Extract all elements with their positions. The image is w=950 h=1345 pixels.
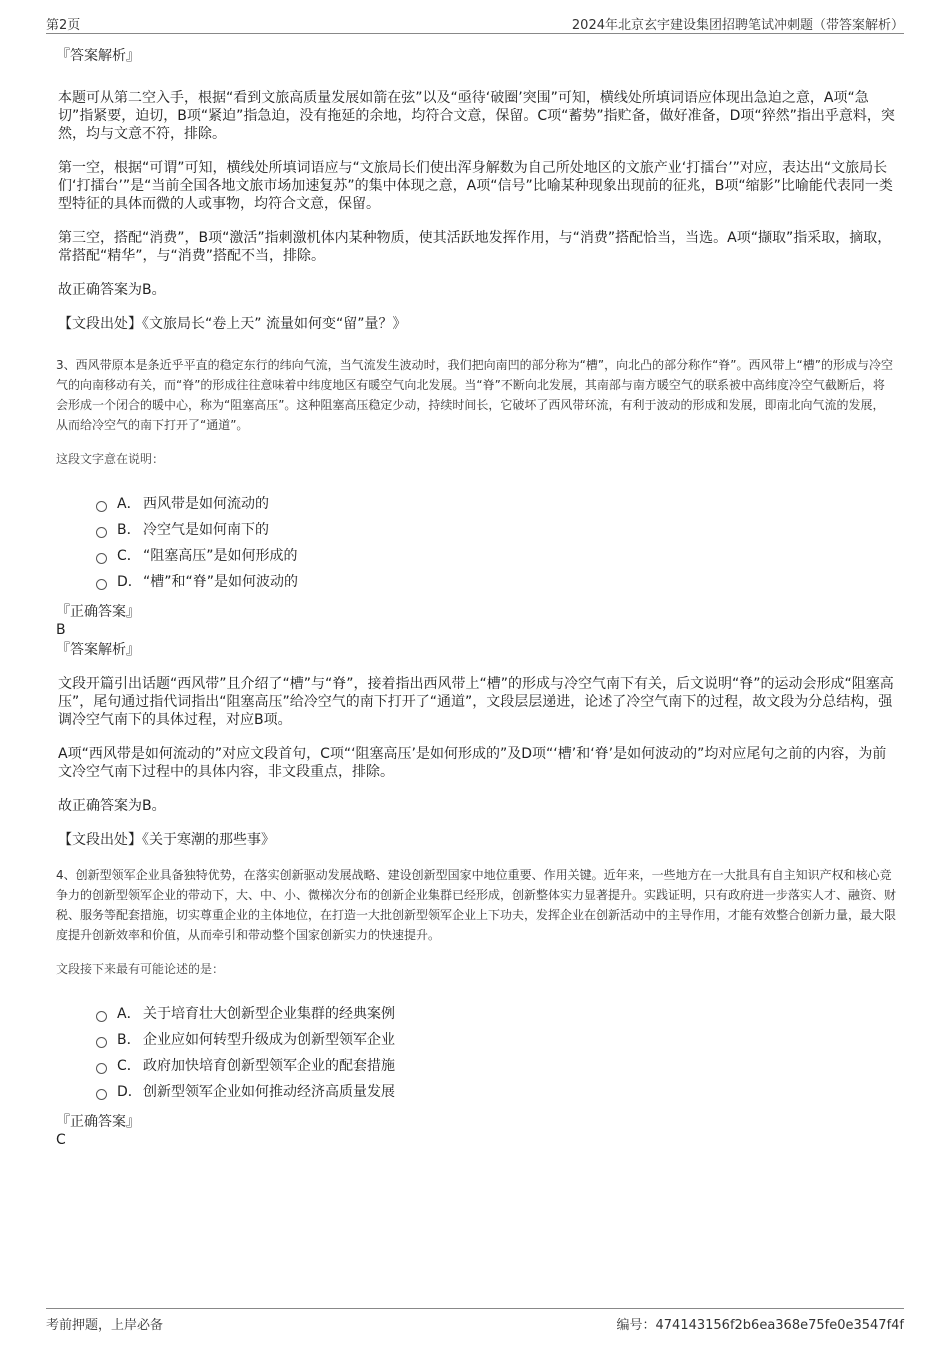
- option-a[interactable]: A． 西风带是如何流动的: [96, 491, 896, 517]
- analysis-paragraph: A项“西风带是如何流动的”对应文段首句，C项“‘阻塞高压’是如何形成的”及D项“‘槽’和‘脊’是如何波动的”均对应尾句之前的内容，为前文冷空气南下过程中的具体内容，非文段重点，排除。: [58, 746, 887, 780]
- answer-value: B: [56, 622, 66, 638]
- analysis-tag: 『答案解析』: [56, 48, 140, 64]
- answer-value: C: [56, 1132, 66, 1148]
- analysis-paragraph: 文段开篇引出话题“西风带”且介绍了“槽”与“脊”，接着指出西风带上“槽”的形成与冷空气南下有关，后文说明“脊”的运动会形成“阻塞高压”，尾句通过指代词指出“阻塞高压”给冷空气的南下打开了“通道”，文段层层递进，论述了冷空气南下的过程，故文段为分总结构，强调冷空气南下的具体过程，对应B项。: [58, 676, 894, 728]
- option-a[interactable]: A． 关于培育壮大创新型企业集群的经典案例: [96, 1001, 896, 1027]
- source-citation: 【文段出处】《关于寒潮的那些事》: [58, 832, 275, 848]
- answer-tag: 『正确答案』: [56, 1114, 140, 1130]
- page-header: [46, 14, 904, 34]
- conclusion: 故正确答案为B。: [58, 798, 166, 814]
- radio-icon[interactable]: [96, 527, 107, 538]
- option-d[interactable]: D． “槽”和“脊”是如何波动的: [96, 569, 896, 595]
- footer-slogan: 考前押题，上岸必备: [46, 1318, 164, 1333]
- question-4-stem: 文段接下来最有可能论述的是：: [56, 962, 225, 976]
- option-d[interactable]: D． 创新型领军企业如何推动经济高质量发展: [96, 1079, 896, 1105]
- answer-tag: 『正确答案』: [56, 604, 140, 620]
- radio-icon[interactable]: [96, 1089, 107, 1100]
- radio-icon[interactable]: [96, 501, 107, 512]
- question-4-text: 4、创新型领军企业具备独特优势，在落实创新驱动发展战略、建设创新型国家中地位重要、作用关键。近年来，一些地方在一大批具有自主知识产权和核心竞争力的创新型领军企业的带动下，大、中、小、微梯次分布的创新企业集群已经形成，创新整体实力显著提升。实践证明，只有政府进一步落实人才、融资、财税、服务等配套措施，切实尊重企业的主体地位，在打造一大批创新型领军企业上下功夫，发挥企业在创新活动中的主导作用，才能有效整合创新力量，最大限度提升创新效率和价值，从而牵引和带动整个国家创新实力的快速提升。: [56, 868, 897, 942]
- document-code: 编号：474143156f2b6ea368e75fe0e3547f4f: [616, 1318, 904, 1333]
- analysis-paragraph: 第三空，搭配“消费”，B项“激活”指刺激机体内某种物质，使其活跃地发挥作用，与“消费”搭配恰当，当选。A项“撷取”指采取，摘取，常搭配“精华”，与“消费”搭配不当，排除。: [58, 230, 892, 264]
- analysis-tag: 『答案解析』: [56, 642, 140, 658]
- option-c[interactable]: C． “阻塞高压”是如何形成的: [96, 543, 896, 569]
- radio-icon[interactable]: [96, 1011, 107, 1022]
- option-c[interactable]: C． 政府加快培育创新型领军企业的配套措施: [96, 1053, 896, 1079]
- question-3-text: 3、西风带原本是条近乎平直的稳定东行的纬向气流，当气流发生波动时，我们把向南凹的部分称为“槽”，向北凸的部分称作“脊”。西风带上“槽”的形成与冷空气的向南移动有关，而“脊”的形成往往意味着中纬度地区有暖空气向北发展。当“脊”不断向北发展，其南部与南方暖空气的联系被中高纬度冷空气截断后，将会形成一个闭合的暖中心，称为“阻塞高压”。这种阻塞高压稳定少动，持续时间长，它破坏了西风带环流，有利于波动的形成和发展，即南北向气流的发展，从而给冷空气的南下打开了“通道”。: [56, 358, 893, 432]
- page-footer: [46, 1308, 904, 1333]
- question-3-options: [96, 491, 896, 595]
- option-b[interactable]: B． 企业应如何转型升级成为创新型领军企业: [96, 1027, 896, 1053]
- question-4-options: [96, 1001, 896, 1105]
- document-title: 2024年北京玄宇建设集团招聘笔试冲刺题（带答案解析）: [571, 18, 904, 33]
- question-3-stem: 这段文字意在说明：: [56, 452, 165, 466]
- radio-icon[interactable]: [96, 1037, 107, 1048]
- analysis-paragraph: 本题可从第二空入手，根据“看到文旅高质量发展如箭在弦”以及“亟待‘破圈’突围”可知，横线处所填词语应体现出急迫之意，A项“急切”指紧要，迫切，B项“紧迫”指急迫，没有拖延的余地，均符合文意，保留。C项“蓄势”指贮备，做好准备，D项“猝然”指出乎意料，突然，均与文意不符，排除。: [58, 90, 895, 142]
- analysis-paragraph: 第一空，根据“可谓”可知，横线处所填词语应与“文旅局长们使出浑身解数为自己所处地区的文旅产业‘打擂台’”对应，表达出“文旅局长们‘打擂台’”是“当前全国各地文旅市场加速复苏”的集中体现之意，A项“信号”比喻某种现象出现前的征兆，B项“缩影”比喻能代表同一类型特征的具体而微的人或事物，均符合文意，保留。: [58, 160, 893, 212]
- page-content: [56, 47, 896, 1149]
- page-number: 第2页: [46, 18, 81, 33]
- radio-icon[interactable]: [96, 579, 107, 590]
- source-citation: 【文段出处】《文旅局长“卷上天” 流量如何变“留”量？》: [58, 316, 407, 332]
- conclusion: 故正确答案为B。: [58, 282, 166, 298]
- radio-icon[interactable]: [96, 553, 107, 564]
- radio-icon[interactable]: [96, 1063, 107, 1074]
- option-b[interactable]: B． 冷空气是如何南下的: [96, 517, 896, 543]
